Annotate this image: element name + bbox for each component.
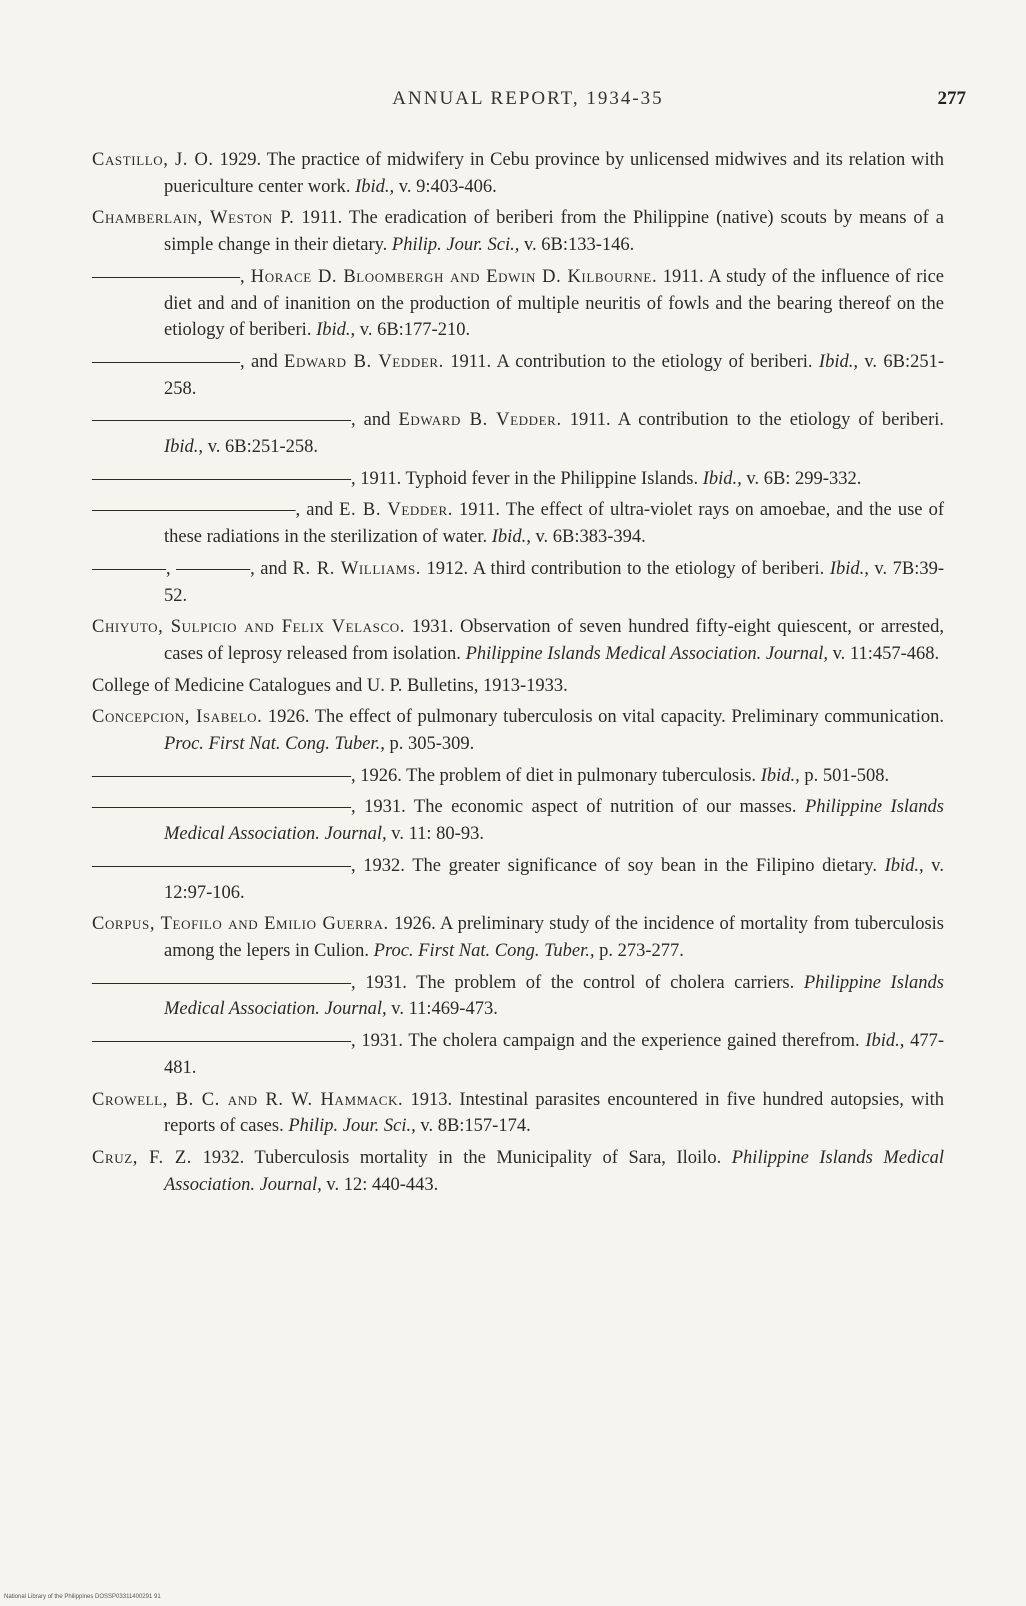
repeat-author-dash: ——————————————, — [92, 410, 356, 431]
entry-reference: p. 273-277. — [594, 940, 684, 961]
entry-conjunction: and — [300, 500, 340, 521]
entry-text: 1911. A contribution to the etiology of beriberi. — [561, 410, 945, 431]
bibliography-entry — [92, 466, 944, 493]
entry-text: 1931. The economic aspect of nutrition of our masses. — [355, 797, 805, 818]
entry-journal: Ibid., — [316, 320, 356, 341]
entry-journal: Ibid., — [702, 468, 742, 489]
entry-reference: v. 11: 80-93. — [386, 824, 484, 845]
bibliography-entry — [92, 349, 944, 402]
repeat-author-dash: ————————, — [92, 351, 245, 372]
entry-text: 1926. A preliminary study of the incidence of mortality from tuberculosis among the lepers in Culion. — [164, 914, 944, 961]
entry-journal: Ibid., — [865, 1031, 905, 1052]
entry-text: 1911. The effect of ultra-violet rays on amoebae, and the use of these radiations in the sterilization of water. — [164, 500, 945, 548]
entry-reference: v. 9:403-406. — [394, 176, 497, 197]
entry-journal: Ibid., — [884, 855, 924, 876]
entry-text: 1926. The effect of pulmonary tuberculosis on vital capacity. Preliminary communication. — [262, 707, 944, 728]
repeat-author-dash: ————————, — [92, 266, 245, 287]
bibliography-entry — [92, 1087, 944, 1140]
entry-journal: Ibid., — [760, 765, 800, 786]
entry-text: 1911. Typhoid fever in the Philippine Islands. — [355, 468, 703, 489]
bibliography-entry — [92, 556, 944, 609]
entry-conjunction: and — [244, 351, 285, 372]
page-number: 277 — [937, 88, 966, 109]
entry-reference: 477-481. — [164, 1031, 944, 1078]
entry-reference: v. 6B:251-258. — [164, 351, 945, 399]
entry-journal: Ibid., — [818, 351, 858, 372]
entry-journal: Ibid., — [355, 176, 395, 197]
entry-journal: Philippine Islands Medical Association. Journal, — [164, 972, 944, 1020]
entry-reference: v. 6B:383-394. — [530, 527, 646, 548]
bibliography-entry — [92, 497, 944, 550]
entry-reference: v. 6B: 299-332. — [741, 468, 862, 489]
entry-journal: Ibid., — [491, 527, 531, 548]
entry-reference: v. 11:469-473. — [386, 999, 498, 1020]
entry-author: Crowell, B. C. and R. W. Hammack. — [92, 1089, 404, 1110]
entry-text: 1929. The practice of midwifery in Cebu province by unlicensed midwives and its relation with puericulture center work. — [164, 150, 944, 197]
entry-author: Edward B. Vedder. — [284, 351, 444, 372]
bibliography-entry — [92, 614, 944, 667]
entry-reference: v. 11:457-468. — [828, 643, 940, 664]
bibliography-entry — [92, 970, 944, 1023]
entry-text: 1932. The greater significance of soy bean in the Filipino dietary. — [355, 855, 885, 876]
entry-reference: v. 6B:251-258. — [203, 437, 319, 458]
entry-text: 1911. A contribution to the etiology of beriberi. — [443, 351, 819, 372]
repeat-author-dash: ——————————————, — [92, 1031, 356, 1052]
entry-text: 1932. Tuberculosis mortality in the Municipality of Sara, Iloilo. — [192, 1147, 732, 1168]
repeat-author-dash: ———————————, — [92, 500, 301, 521]
entry-journal: Philip. Jour. Sci., — [288, 1116, 416, 1137]
entry-text: College of Medicine Catalogues and U. P. Bulletins, 1913-1933. — [92, 675, 568, 696]
entry-journal: Proc. First Nat. Cong. Tuber., — [164, 734, 385, 755]
repeat-author-dash: ——————————————, — [92, 855, 356, 876]
entry-journal: Ibid., — [829, 558, 869, 579]
entry-author: Cruz, F. Z. — [92, 1147, 193, 1168]
entry-text: 1913. Intestinal parasites encountered in five hundred autopsies, with reports of cases. — [164, 1089, 944, 1137]
entry-reference: v. 7B:39-52. — [164, 558, 944, 606]
page-header — [90, 88, 966, 118]
bibliography-entry — [92, 853, 944, 906]
entry-journal: Philippine Islands Medical Association. Journal, — [164, 797, 944, 845]
entry-author: Concepcion, Isabelo. — [92, 707, 263, 728]
bibliography-entry — [92, 763, 944, 790]
bibliography-entry — [92, 147, 944, 200]
entry-author: Chiyuto, Sulpicio and Felix Velasco. — [92, 617, 405, 638]
bibliography-entry — [92, 264, 944, 344]
entry-reference: v. 12:97-106. — [164, 855, 944, 903]
entry-conjunction: and — [355, 410, 399, 431]
entry-journal: Ibid., — [164, 437, 204, 458]
bibliography-list — [92, 147, 944, 1203]
entry-reference: v. 6B:133-146. — [519, 235, 635, 256]
repeat-author-dash: ——————————————, — [92, 765, 356, 786]
entry-reference: p. 501-508. — [799, 765, 890, 786]
bibliography-entry — [92, 205, 944, 258]
entry-reference: v. 8B:157-174. — [415, 1116, 531, 1137]
entry-conjunction: and — [254, 558, 293, 579]
entry-author: Chamberlain, Weston P. — [92, 208, 295, 229]
entry-text: 1911. A study of the influence of rice diet and and of inanition on the production of multiple neuritis of fowls and the bearing thereof on the etiology of beriberi. — [164, 266, 944, 341]
entry-journal: Proc. First Nat. Cong. Tuber., — [373, 940, 595, 961]
entry-author: R. R. Williams. — [292, 558, 422, 579]
entry-journal: Philip. Jour. Sci., — [391, 235, 520, 256]
entry-author: Edward B. Vedder. — [398, 410, 562, 431]
entry-text: 1912. A third contribution to the etiology of beriberi. — [421, 558, 830, 579]
entry-journal: Philippine Islands Medical Association. Journal, — [465, 643, 828, 664]
bibliography-entry — [92, 1145, 944, 1198]
entry-author: E. B. Vedder. — [339, 500, 453, 521]
bibliography-entry — [92, 673, 944, 700]
entry-reference: p. 305-309. — [384, 734, 475, 755]
entry-text: 1931. Observation of seven hundred fifty-eight quiescent, or arrested, cases of leprosy released from isolation. — [164, 617, 944, 664]
bibliography-entry — [92, 407, 944, 460]
entry-author: Horace D. Bloombergh and Edwin D. Kilbourne. — [244, 266, 658, 287]
bibliography-entry — [92, 704, 944, 757]
footer-imprint: National Library of the Philippines DOSSP03311400291 91 — [4, 1594, 161, 1600]
repeat-author-dash: ————, ————, — [92, 558, 255, 579]
entry-author: Corpus, Teofilo and Emilio Guerra. — [92, 914, 389, 935]
bibliography-entry — [92, 1028, 944, 1081]
entry-reference: v. 6B:177-210. — [355, 320, 471, 341]
repeat-author-dash: ——————————————, — [92, 972, 356, 993]
entry-text: 1926. The problem of diet in pulmonary tuberculosis. — [355, 765, 761, 786]
bibliography-entry — [92, 911, 944, 964]
entry-reference: v. 12: 440-443. — [321, 1174, 439, 1195]
bibliography-entry — [92, 794, 944, 847]
entry-journal: Philippine Islands Medical Association. Journal, — [164, 1147, 944, 1195]
entry-text: 1931. The cholera campaign and the experience gained therefrom. — [355, 1031, 866, 1052]
running-head: ANNUAL REPORT, 1934-35 — [392, 88, 664, 109]
repeat-author-dash: ——————————————, — [92, 468, 356, 489]
repeat-author-dash: ——————————————, — [92, 797, 356, 818]
entry-author: Castillo, J. O. — [92, 150, 214, 170]
entry-text: 1911. The eradication of beriberi from the Philippine (native) scouts by means of a simple change in their dietary. — [164, 208, 944, 256]
entry-text: 1931. The problem of the control of cholera carriers. — [355, 972, 804, 993]
